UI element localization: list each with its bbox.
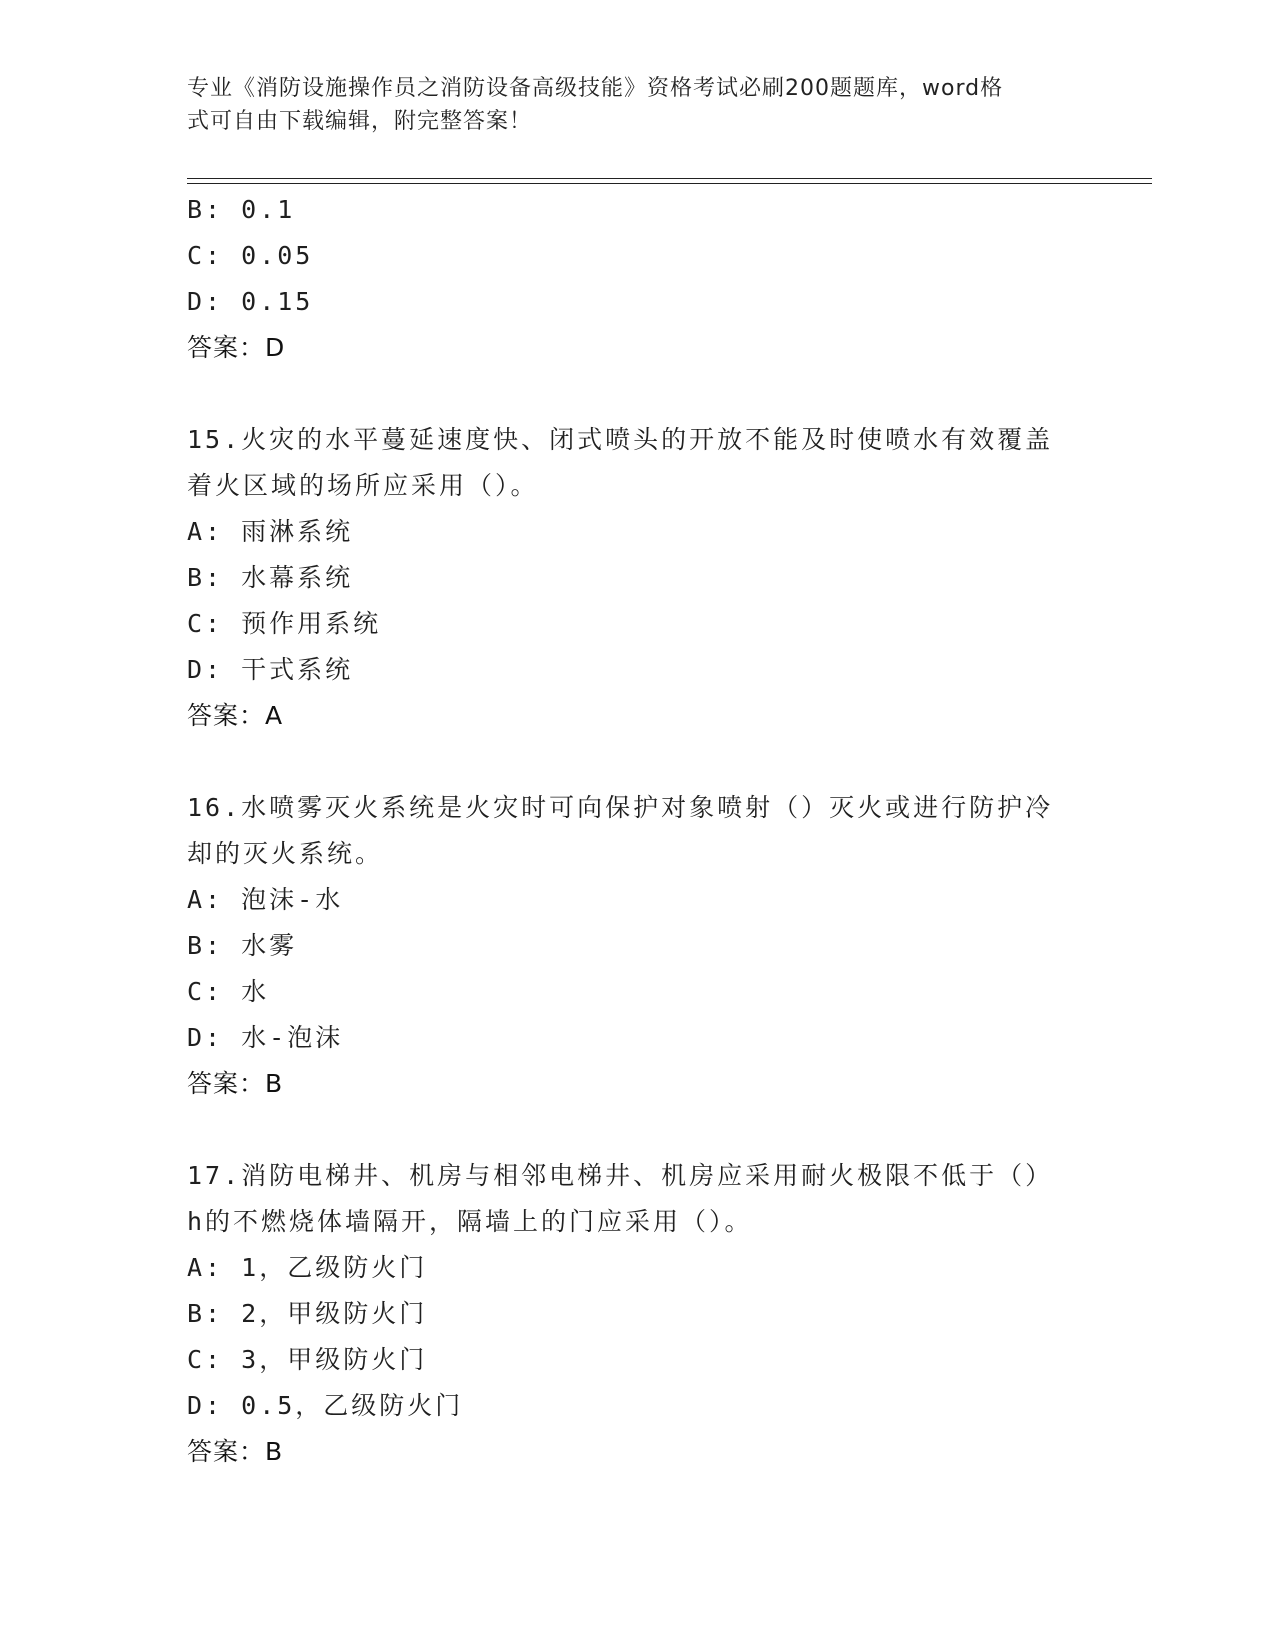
header-rule-bottom (187, 183, 1152, 184)
answer-line: 答案：A (187, 701, 284, 730)
option-d: D: 水-泡沫 (187, 1023, 344, 1052)
option-a: A: 泡沫-水 (187, 885, 344, 914)
question-block-17 (187, 1153, 1087, 1475)
header-rule-top (187, 178, 1152, 179)
question-text-line-2: 却的灭火系统。 (187, 839, 384, 868)
option-c: C: 水 (187, 977, 270, 1006)
answer-line: 答案：B (187, 1069, 284, 1098)
header-line-1: 专业《消防设施操作员之消防设备高级技能》资格考试必刷200题题库，word格 (187, 76, 1004, 101)
option-a: A: 雨淋系统 (187, 517, 354, 546)
option-d: D: 0.15 (187, 287, 314, 316)
question-text-line-2: h的不燃烧体墙隔开，隔墙上的门应采用（）。 (187, 1207, 753, 1236)
question-text-line-1: 16.水喷雾灭火系统是火灾时可向保护对象喷射（）灭火或进行防护冷 (187, 793, 1054, 822)
document-content (187, 187, 1087, 1475)
spacer (187, 1107, 1087, 1153)
answer-line: 答案：B (187, 1437, 284, 1466)
header-line-2: 式可自由下载编辑，附完整答案！ (187, 109, 533, 134)
question-block-16 (187, 785, 1087, 1107)
option-d: D: 0.5，乙级防火门 (187, 1391, 464, 1420)
question-block-15 (187, 417, 1087, 739)
question-text-line-1: 15.火灾的水平蔓延速度快、闭式喷头的开放不能及时使喷水有效覆盖 (187, 425, 1054, 454)
option-b: B: 水幕系统 (187, 563, 354, 592)
option-c: C: 3，甲级防火门 (187, 1345, 428, 1374)
spacer (187, 739, 1087, 785)
spacer (187, 371, 1087, 417)
option-c: C: 0.05 (187, 241, 314, 270)
question-text-line-1: 17.消防电梯井、机房与相邻电梯井、机房应采用耐火极限不低于（） (187, 1161, 1054, 1190)
option-b: B: 2，甲级防火门 (187, 1299, 428, 1328)
option-a: A: 1，乙级防火门 (187, 1253, 428, 1282)
page-header (187, 72, 1067, 138)
option-b: B: 0.1 (187, 195, 296, 224)
option-d: D: 干式系统 (187, 655, 354, 684)
option-c: C: 预作用系统 (187, 609, 382, 638)
question-text-line-2: 着火区域的场所应采用（）。 (187, 471, 539, 500)
option-b: B: 水雾 (187, 931, 298, 960)
prev-question-block (187, 187, 1087, 371)
answer-line: 答案：D (187, 333, 286, 362)
